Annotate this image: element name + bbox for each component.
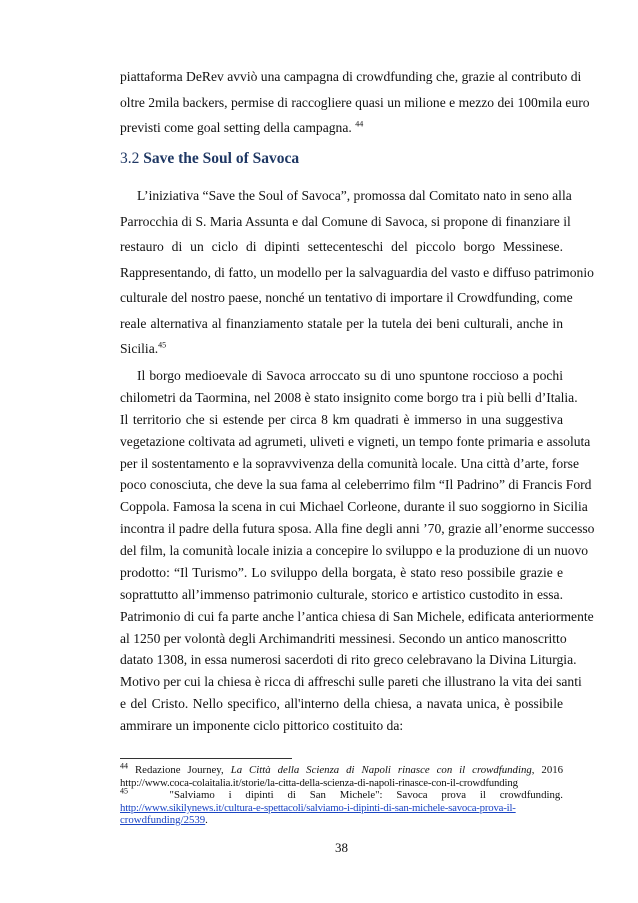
footnote-link-part1[interactable]: http://www.sikilynews.it/cultura-e-spettacoli/salviamo-i-dipinti-di-san-michele-savoca-prova-il- [120, 802, 516, 814]
text-span: Sicilia. [120, 341, 159, 356]
text-line: prodotto: “Il Turismo”. Lo sviluppo della borgata, è stato reso possibile grazie e [120, 565, 563, 580]
text-line: al 1250 per volontà degli Archimandriti messinesi. Secondo un antico manoscritto [120, 631, 567, 646]
footnote-number: 45 [120, 786, 128, 796]
text-span: previsti come goal setting della campagna. [120, 120, 352, 135]
text-line: poco conosciuta, che deve la sua fama al celeberrimo film “Il Padrino” di Francis Ford [120, 477, 592, 492]
footnote-url[interactable]: http://www.coca-colaitalia.it/storie/la-citta-della-scienza-di-napoli-rinasce-con-il-crowdfunding [120, 777, 518, 789]
text-line: Coppola. Famosa la scena in cui Michael Corleone, durante il suo soggiorno in Sicilia [120, 499, 588, 514]
footnote-link[interactable] [120, 814, 563, 827]
text-line: incontra il padre della futura sposa. Alla fine degli anni ’70, grazie all’enorme successo [120, 521, 595, 536]
footnote-link[interactable] [120, 802, 563, 815]
footnote-text: , 2016 [531, 764, 564, 776]
text-line: Motivo per cui la chiesa è ricca di affreschi sulle pareti che illustrano la vita dei santi [120, 674, 582, 689]
text-line: e del Cristo. Nello specifico, all'interno della chiesa, a navata unica, è possibile [120, 696, 563, 711]
footnote-ref[interactable]: 45 [158, 340, 167, 350]
text-line: oltre 2mila backers, permise di raccogliere quasi un milione e mezzo dei 100mila euro [120, 95, 590, 110]
footnote-ref[interactable]: 44 [355, 119, 364, 129]
text-line [120, 341, 563, 357]
footnote-text: . [205, 814, 208, 826]
text-line: restauro di un ciclo di dipinti settecenteschi del piccolo borgo Messinese. [120, 239, 563, 254]
footnote-divider [120, 758, 292, 759]
text-line: Il territorio che si estende per circa 8 km quadrati è immerso in una suggestiva [120, 412, 563, 427]
section-heading [120, 150, 299, 168]
footnote-45 [120, 786, 563, 802]
footnote-text: "Salviamo i dipinti di San Michele": Savoca prova il crowdfunding. [169, 789, 563, 801]
text-line: ammirare un imponente ciclo pittorico costituito da: [120, 718, 404, 733]
text-line: culturale del nostro paese, nonché un tentativo di importare il Crowdfunding, come [120, 290, 573, 305]
footnote-title: La Città della Scienza di Napoli rinasce con il crowdfunding [230, 764, 532, 776]
text-line: soprattutto all’immenso patrimonio culturale, storico e artistico custodito in essa. [120, 587, 563, 602]
footnote-link-part2[interactable]: crowdfunding/2539 [120, 814, 206, 826]
footnote-44 [120, 761, 564, 777]
heading-number: 3.2 [120, 150, 140, 167]
text-line: Il borgo medioevale di Savoca arroccato su di uno spuntone roccioso a pochi [137, 368, 563, 383]
text-line [120, 120, 563, 136]
heading-title: Save the Soul of Savoca [143, 150, 300, 167]
text-line: datato 1308, in essa numerosi sacerdoti di rito greco celebravano la Divina Liturgia. [120, 652, 577, 667]
page-number: 38 [335, 840, 348, 855]
text-line: del film, la comunità locale inizia a concepire lo sviluppo e la produzione di un nuovo [120, 543, 589, 558]
text-line: piattaforma DeRev avviò una campagna di crowdfunding che, grazie al contributo di [120, 69, 582, 84]
text-line: Patrimonio di cui fa parte anche l’antica chiesa di San Michele, edificata anteriormente [120, 609, 594, 624]
text-line: Rappresentando, di fatto, un modello per la salvaguardia del vasto e diffuso patrimonio [120, 265, 594, 280]
text-line: Parrocchia di S. Maria Assunta e dal Comune di Savoca, si propone di finanziare il [120, 214, 571, 229]
text-line: L’iniziativa “Save the Soul of Savoca”, promossa dal Comitato nato in seno alla [137, 188, 572, 203]
text-line: vegetazione coltivata ad agrumeti, uliveti e vigneti, un tempo fonte primaria e assoluta [120, 434, 591, 449]
footnote-text: Redazione Journey, [134, 764, 224, 776]
text-line: per il sostentamento e la sopravvivenza della comunità locale. Una città d’arte, forse [120, 456, 579, 471]
text-line: reale alternativa al finanziamento statale per la tutela dei beni culturali, anche in [120, 316, 563, 331]
text-line: chilometri da Taormina, nel 2008 è stato insignito come borgo tra i più belli d’Italia. [120, 390, 578, 405]
footnote-number: 44 [120, 761, 128, 771]
